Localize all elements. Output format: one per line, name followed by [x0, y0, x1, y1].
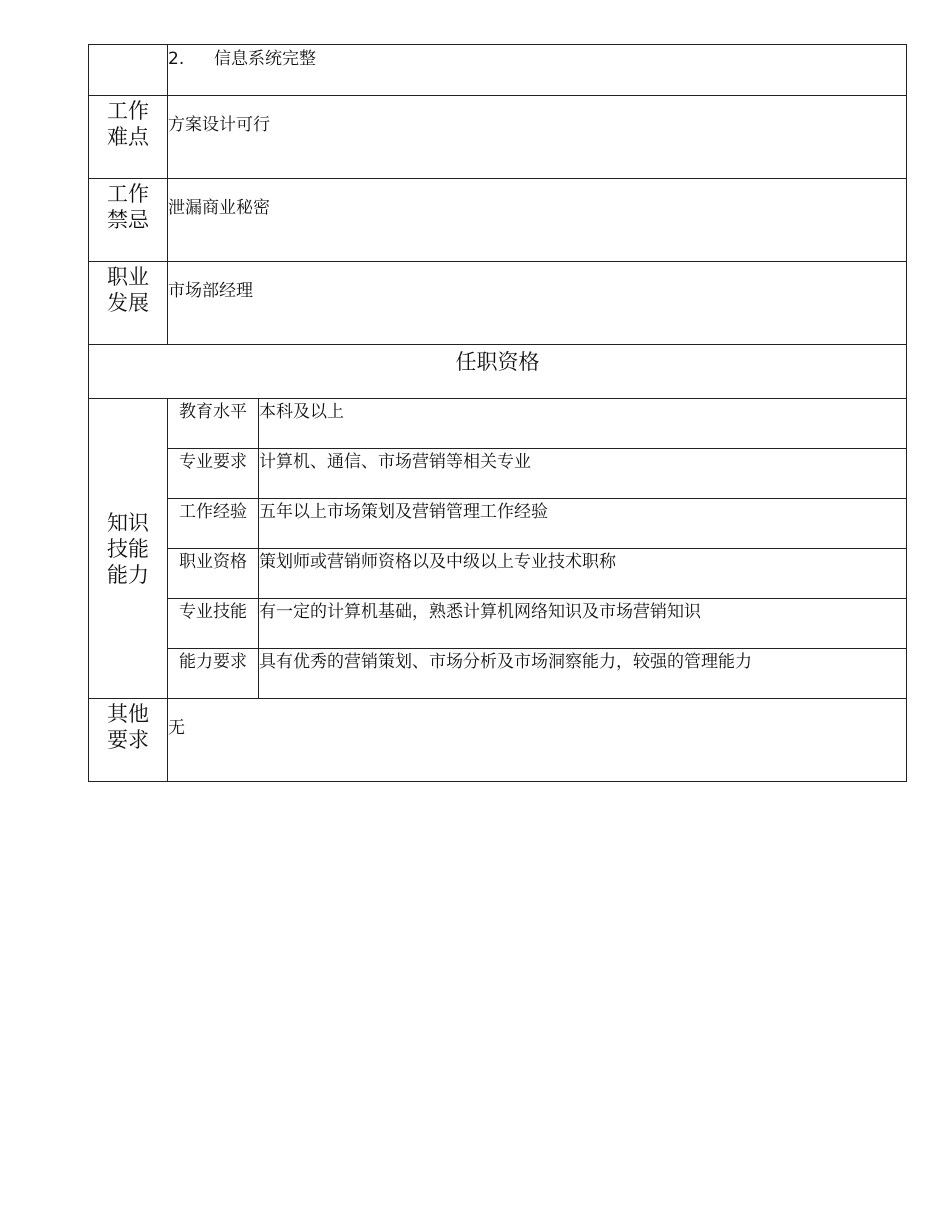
table-row: [89, 262, 907, 345]
table-row: [89, 399, 907, 449]
experience-label: 工作经验: [168, 499, 259, 549]
major-value: 计算机、通信、市场营销等相关专业: [259, 449, 907, 499]
education-value: 本科及以上: [259, 399, 907, 449]
other-requirements-label: 其他 要求: [89, 699, 168, 782]
qualification-value: 策划师或营销师资格以及中级以上专业技术职称: [259, 549, 907, 599]
ability-value: 具有优秀的营销策划、市场分析及市场洞察能力，较强的管理能力: [259, 649, 907, 699]
major-label: 专业要求: [168, 449, 259, 499]
other-requirements-value: 无: [168, 699, 907, 782]
education-label: 教育水平: [168, 399, 259, 449]
work-difficulty-label: 工作 难点: [89, 96, 168, 179]
table-row: [89, 96, 907, 179]
table-row: [89, 45, 907, 96]
table-row: [89, 179, 907, 262]
section-title: 任职资格: [89, 345, 907, 399]
table-row: [89, 549, 907, 599]
duty-item-text: 信息系统完整: [214, 49, 316, 69]
knowledge-skills-label: 知识 技能 能力: [89, 399, 168, 699]
table-row: [89, 599, 907, 649]
qualification-label: 职业资格: [168, 549, 259, 599]
table-row: [89, 499, 907, 549]
work-taboo-value: 泄漏商业秘密: [168, 179, 907, 262]
table-row: [89, 649, 907, 699]
table-row: [89, 699, 907, 782]
work-difficulty-value: 方案设计可行: [168, 96, 907, 179]
career-label: 职业 发展: [89, 262, 168, 345]
experience-value: 五年以上市场策划及营销管理工作经验: [259, 499, 907, 549]
ability-label: 能力要求: [168, 649, 259, 699]
empty-label-cell: [89, 45, 168, 96]
job-requirements-table: [88, 44, 907, 782]
career-value: 市场部经理: [168, 262, 907, 345]
table-row: [89, 345, 907, 399]
skills-value: 有一定的计算机基础，熟悉计算机网络知识及市场营销知识: [259, 599, 907, 649]
table-row: [89, 449, 907, 499]
duty-item-number: 2.: [168, 49, 185, 69]
skills-label: 专业技能: [168, 599, 259, 649]
duty-item-cell: [168, 45, 907, 96]
work-taboo-label: 工作 禁忌: [89, 179, 168, 262]
job-description-sheet: [88, 44, 906, 782]
